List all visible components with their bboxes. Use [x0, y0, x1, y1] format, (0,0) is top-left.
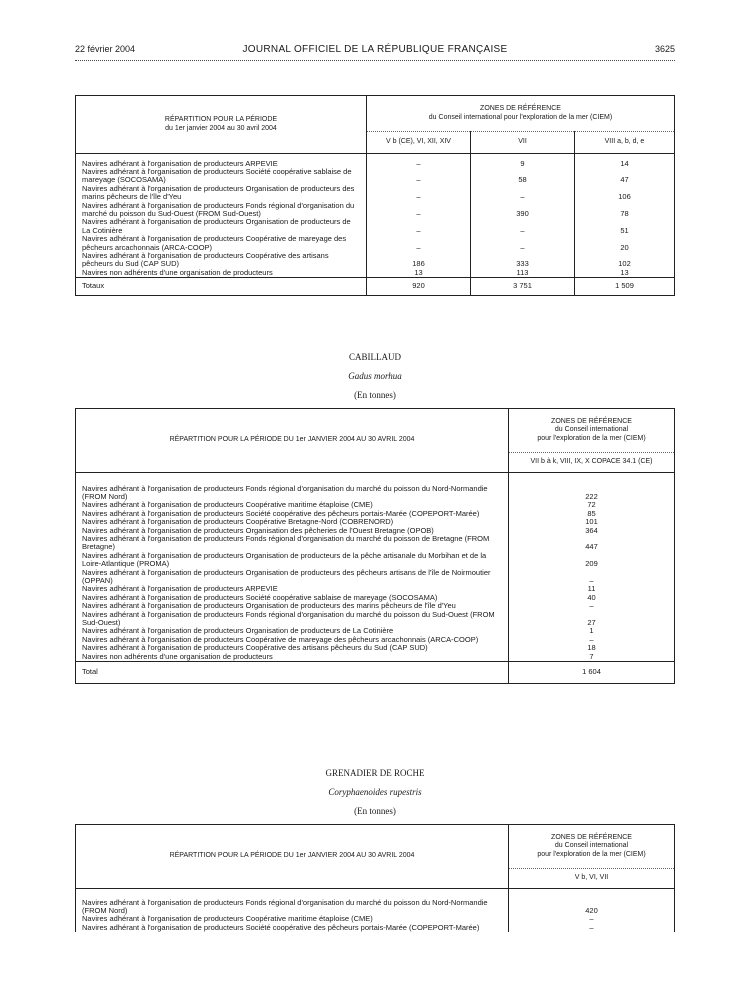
cell-value: 14: [620, 158, 629, 168]
page-number: 3625: [654, 44, 675, 54]
cell-value: 13: [367, 269, 471, 278]
cell-value: 72: [587, 500, 596, 510]
cell-value: 447: [585, 542, 598, 552]
cell-value: 333: [471, 252, 575, 269]
cell-value: 390: [471, 202, 575, 219]
row-label: Navires adhérant à l'organisation de producteurs Fonds régional d'organisation du marché du poisson de Bretagne (FROM Bretagne): [76, 535, 509, 552]
row-label: Navires adhérant à l'organisation de producteurs Organisation des pêcheries de l'Ouest Bretagne (OPOB): [76, 527, 509, 535]
cell-value: 13: [620, 267, 629, 277]
period-header: RÉPARTITION POUR LA PÉRIODE DU 1er JANVIER 2004 AU 30 AVRIL 2004: [76, 825, 509, 889]
cell-value: –: [471, 185, 575, 202]
cell-value: –: [589, 575, 594, 585]
table-row: [76, 535, 675, 552]
cell-value: 101: [585, 517, 598, 527]
total-row: [76, 278, 675, 296]
cell-value: 58: [471, 168, 575, 185]
cell-value: 1 604: [582, 667, 601, 677]
table-row: [76, 202, 675, 219]
section-scientific-name: Coryphaenoides rupestris: [328, 787, 422, 797]
cell-value: –: [367, 185, 471, 202]
cell-value: 11: [587, 584, 596, 594]
table-row: [76, 168, 675, 185]
table-row: [76, 611, 675, 628]
cell-value: –: [589, 922, 594, 932]
table-allocation-1: [75, 95, 675, 296]
row-label: Navires adhérant à l'organisation de producteurs ARPEVIE: [76, 160, 367, 168]
row-label: Navires adhérant à l'organisation de producteurs Organisation de producteurs de la pêche artisanale du Morbihan et de la Loire-Atlantique (PROMA): [76, 552, 509, 569]
cell-value: 106: [618, 192, 631, 202]
table-row: [76, 899, 675, 916]
column-header: V b, VI, VII: [509, 869, 675, 889]
row-label: Navires adhérant à l'organisation de producteurs Organisation de producteurs des marins pêcheurs de l'île d'Yeu: [76, 602, 509, 610]
table-row: [76, 218, 675, 235]
header-title: JOURNAL OFFICIEL DE LA RÉPUBLIQUE FRANÇAISE: [242, 44, 508, 55]
cell-value: –: [367, 168, 471, 185]
zones-header: ZONES DE RÉFÉRENCE du Conseil international pour l'exploration de la mer (CIEM): [509, 825, 675, 869]
row-label: Navires adhérant à l'organisation de producteurs Organisation de producteurs de La Cotinière: [76, 627, 509, 635]
column-header: V b (CE), VI, XII, XIV: [367, 132, 471, 154]
row-label: Total: [76, 662, 509, 684]
row-label: Navires non adhérents d'une organisation de producteurs: [76, 269, 367, 278]
row-label: Navires adhérant à l'organisation de producteurs Coopérative de mareyage des pêcheurs arcachonnais (ARCA-COOP): [76, 636, 509, 644]
cell-value: 113: [471, 269, 575, 278]
table-row: [76, 485, 675, 502]
table-row: [76, 235, 675, 252]
cell-value: –: [367, 218, 471, 235]
row-label: Totaux: [76, 278, 367, 296]
cell-value: –: [589, 601, 594, 611]
zones-header: ZONES DE RÉFÉRENCE du Conseil international pour l'exploration de la mer (CIEM): [509, 409, 675, 453]
cell-value: 20: [620, 242, 629, 252]
row-label: Navires adhérant à l'organisation de producteurs Société coopérative des pêcheurs portais-Marée (COPEPORT-Marée): [76, 924, 509, 932]
total-row: [76, 662, 675, 684]
section-title: CABILLAUD: [349, 352, 401, 362]
cell-value: 78: [620, 208, 629, 218]
cell-value: 47: [620, 175, 629, 185]
table-allocation-cabillaud: [75, 408, 675, 684]
cell-value: –: [471, 235, 575, 252]
row-label: Navires adhérant à l'organisation de producteurs Coopérative Bretagne-Nord (COBRENORD): [76, 518, 509, 526]
cell-value: 102: [618, 259, 631, 269]
cell-value: –: [589, 634, 594, 644]
header-rule: [75, 60, 675, 61]
period-header: RÉPARTITION POUR LA PÉRIODE du 1er janvier 2004 au 30 avril 2004: [76, 96, 367, 154]
cell-value: 1: [589, 626, 594, 636]
zones-header: ZONES DE RÉFÉRENCE du Conseil international pour l'exploration de la mer (CIEM): [367, 96, 675, 132]
cell-value: 18: [587, 643, 596, 653]
section-unit: (En tonnes): [354, 806, 396, 816]
column-header: VII b à k, VIII, IX, X COPACE 34.1 (CE): [509, 453, 675, 473]
cell-value: –: [471, 218, 575, 235]
row-label: Navires adhérant à l'organisation de producteurs Société coopérative sablaise de mareyage (SOCOSAMA): [76, 594, 509, 602]
row-label: Navires adhérant à l'organisation de producteurs Fonds régional d'organisation du marché du poisson du Nord-Normandie (FROM Nord): [76, 485, 509, 502]
row-label: Navires adhérant à l'organisation de producteurs Coopérative de mareyage des pêcheurs arcachonnais (ARCA-COOP): [76, 235, 367, 252]
cell-value: 85: [587, 508, 596, 518]
row-label: Navires adhérant à l'organisation de producteurs ARPEVIE: [76, 585, 509, 593]
row-label: Navires adhérant à l'organisation de producteurs Société coopérative des pêcheurs portais-Marée (COPEPORT-Marée): [76, 510, 509, 518]
row-label: Navires adhérant à l'organisation de producteurs Organisation de producteurs des pêcheurs artisans de l'île de Noirmoutier (OPPAN): [76, 569, 509, 586]
cell-value: 420: [585, 905, 598, 915]
row-label: Navires adhérant à l'organisation de producteurs Fonds régional d'organisation du marché du poisson du Nord-Normandie (FROM Nord): [76, 899, 509, 916]
table-row: [76, 185, 675, 202]
row-label: Navires adhérant à l'organisation de producteurs Société coopérative sablaise de mareyage (SOCOSAMA): [76, 168, 367, 185]
cell-value: 3 751: [471, 278, 575, 296]
cell-value: 27: [587, 618, 596, 627]
section-title: GRENADIER DE ROCHE: [325, 768, 425, 778]
row-label: Navires adhérant à l'organisation de producteurs Fonds régional d'organisation du marché du poisson du Sud-Ouest (FROM Sud-Ouest): [76, 202, 367, 219]
cell-value: 920: [367, 278, 471, 296]
table-row: [76, 653, 675, 662]
row-label: Navires adhérant à l'organisation de producteurs Coopérative maritime étaploise (CME): [76, 915, 509, 923]
row-label: Navires adhérant à l'organisation de producteurs Organisation de producteurs des marins pêcheurs de l'île d'Yeu: [76, 185, 367, 202]
table-row: [76, 269, 675, 278]
table-row: [76, 569, 675, 586]
row-label: Navires adhérant à l'organisation de producteurs Fonds régional d'organisation du marché du poisson du Sud-Ouest (FROM Sud-Ouest): [76, 611, 509, 628]
cell-value: –: [367, 235, 471, 252]
column-header: VII: [471, 132, 575, 154]
period-header: RÉPARTITION POUR LA PÉRIODE DU 1er JANVIER 2004 AU 30 AVRIL 2004: [76, 409, 509, 473]
table-row: [76, 252, 675, 269]
section-scientific-name: Gadus morhua: [348, 371, 402, 381]
row-label: Navires adhérant à l'organisation de producteurs Coopérative des artisans pêcheurs du Sud (CAP SUD): [76, 644, 509, 652]
row-label: Navires adhérant à l'organisation de producteurs Coopérative des artisans pêcheurs du Sud (CAP SUD): [76, 252, 367, 269]
cell-value: –: [589, 914, 594, 924]
row-label: Navires adhérant à l'organisation de producteurs Organisation de producteurs de La Cotinière: [76, 218, 367, 235]
cell-value: 51: [620, 225, 629, 235]
cell-value: –: [367, 160, 471, 168]
section-unit: (En tonnes): [354, 390, 396, 400]
cell-value: –: [367, 202, 471, 219]
cell-value: 209: [585, 559, 598, 569]
table-row: [76, 552, 675, 569]
cell-value: 364: [585, 525, 598, 535]
header-date: 22 février 2004: [75, 44, 136, 54]
cell-value: 1 509: [615, 281, 634, 291]
row-label: Navires non adhérents d'une organisation de producteurs: [76, 653, 509, 662]
cell-value: 222: [585, 491, 598, 501]
cell-value: 7: [589, 651, 594, 661]
cell-value: 9: [471, 160, 575, 168]
page-header: [75, 44, 675, 58]
row-label: Navires adhérant à l'organisation de producteurs Coopérative maritime étaploise (CME): [76, 501, 509, 509]
cell-value: 186: [367, 252, 471, 269]
table-row: [76, 924, 675, 932]
cell-value: 40: [587, 592, 596, 602]
table-allocation-grenadier: [75, 824, 675, 932]
column-header: VIII a, b, d, e: [575, 132, 675, 154]
